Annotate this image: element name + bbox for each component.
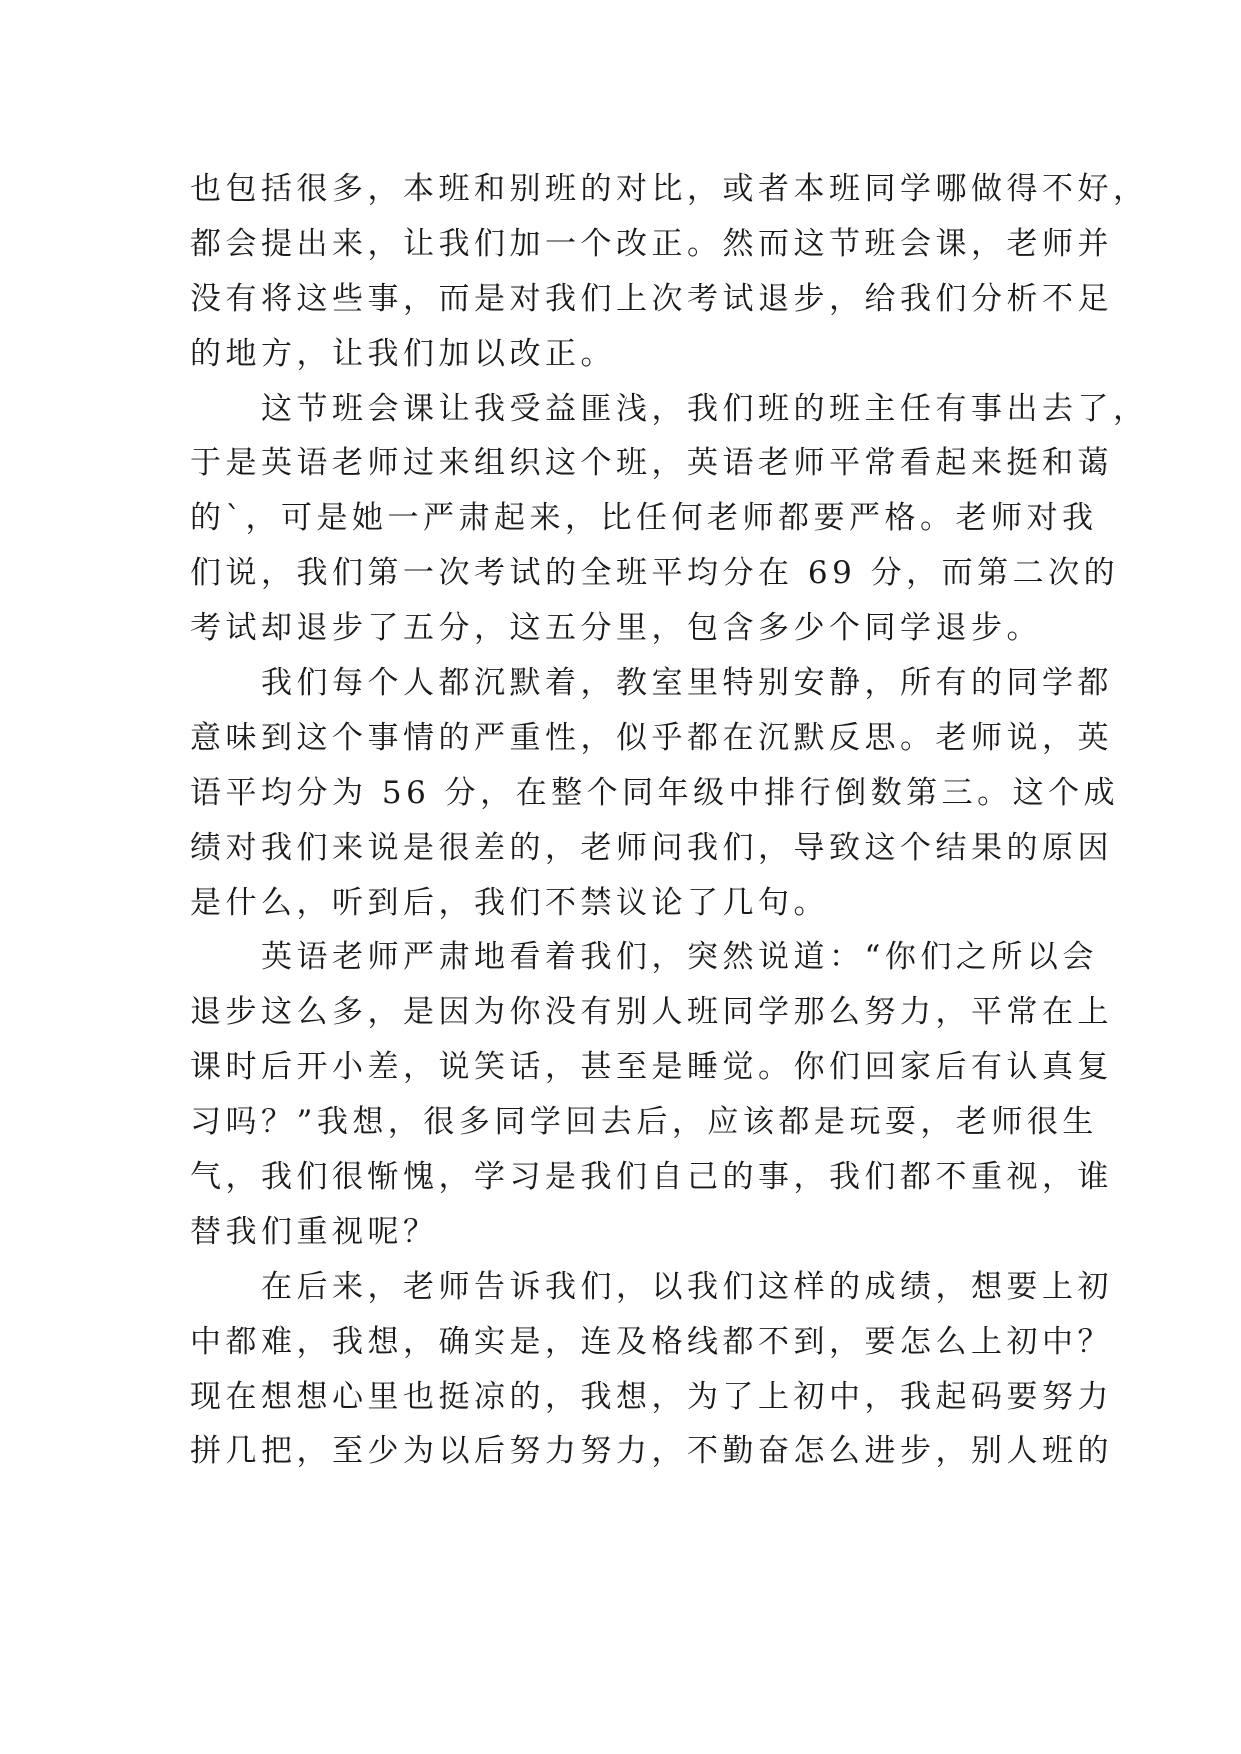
text-line: 是什么，听到后，我们不禁议论了几句。 bbox=[190, 884, 829, 921]
text-line: 现在想想心里也挺凉的，我想，为了上初中，我起码要努力 bbox=[190, 1378, 1113, 1415]
text-line: 都会提出来，让我们加一个改正。然而这节班会课，老师并 bbox=[190, 225, 1113, 262]
text-line: 替我们重视呢？ bbox=[190, 1213, 439, 1250]
text-line: 在后来，老师告诉我们，以我们这样的成绩，想要上初 bbox=[190, 1268, 1113, 1305]
text-line: 于是英语老师过来组织这个班，英语老师平常看起来挺和蔼 bbox=[190, 445, 1113, 482]
text-line: 这节班会课让我受益匪浅，我们班的班主任有事出去了， bbox=[190, 390, 1149, 427]
text-line: 退步这么多，是因为你没有别人班同学那么努力，平常在上 bbox=[190, 994, 1113, 1031]
text-line: 语平均分为 56 分，在整个同年级中排行倒数第三。这个成 bbox=[190, 774, 1120, 811]
text-line: 考试却退步了五分，这五分里，包含多少个同学退步。 bbox=[190, 610, 1042, 647]
text-line: 气，我们很惭愧，学习是我们自己的事，我们都不重视，谁 bbox=[190, 1159, 1113, 1196]
text-line: 的`，可是她一严肃起来，比任何老师都要严格。老师对我 bbox=[190, 500, 1098, 537]
text-line: 课时后开小差，说笑话，甚至是睡觉。你们回家后有认真复 bbox=[190, 1049, 1113, 1086]
text-line: 的地方，让我们加以改正。 bbox=[190, 335, 616, 372]
text-line: 英语老师严肃地看着我们，突然说道：“你们之所以会 bbox=[190, 939, 1098, 976]
text-line: 意味到这个事情的严重性，似乎都在沉默反思。老师说，英 bbox=[190, 719, 1113, 756]
text-line: 没有将这些事，而是对我们上次考试退步，给我们分析不足 bbox=[190, 280, 1113, 317]
text-line: 我们每个人都沉默着，教室里特别安静，所有的同学都 bbox=[190, 665, 1113, 702]
text-line: 拼几把，至少为以后努力努力，不勤奋怎么进步，别人班的 bbox=[190, 1433, 1113, 1470]
body-text bbox=[190, 162, 1149, 1479]
text-line: 习吗？”我想，很多同学回去后，应该都是玩耍，老师很生 bbox=[190, 1104, 1098, 1141]
text-line: 中都难，我想，确实是，连及格线都不到，要怎么上初中？ bbox=[190, 1323, 1113, 1360]
text-line: 们说，我们第一次考试的全班平均分在 69 分，而第二次的 bbox=[190, 555, 1120, 592]
text-line: 绩对我们来说是很差的，老师问我们，导致这个结果的原因 bbox=[190, 829, 1113, 866]
text-line: 也包括很多，本班和别班的对比，或者本班同学哪做得不好， bbox=[190, 171, 1149, 207]
